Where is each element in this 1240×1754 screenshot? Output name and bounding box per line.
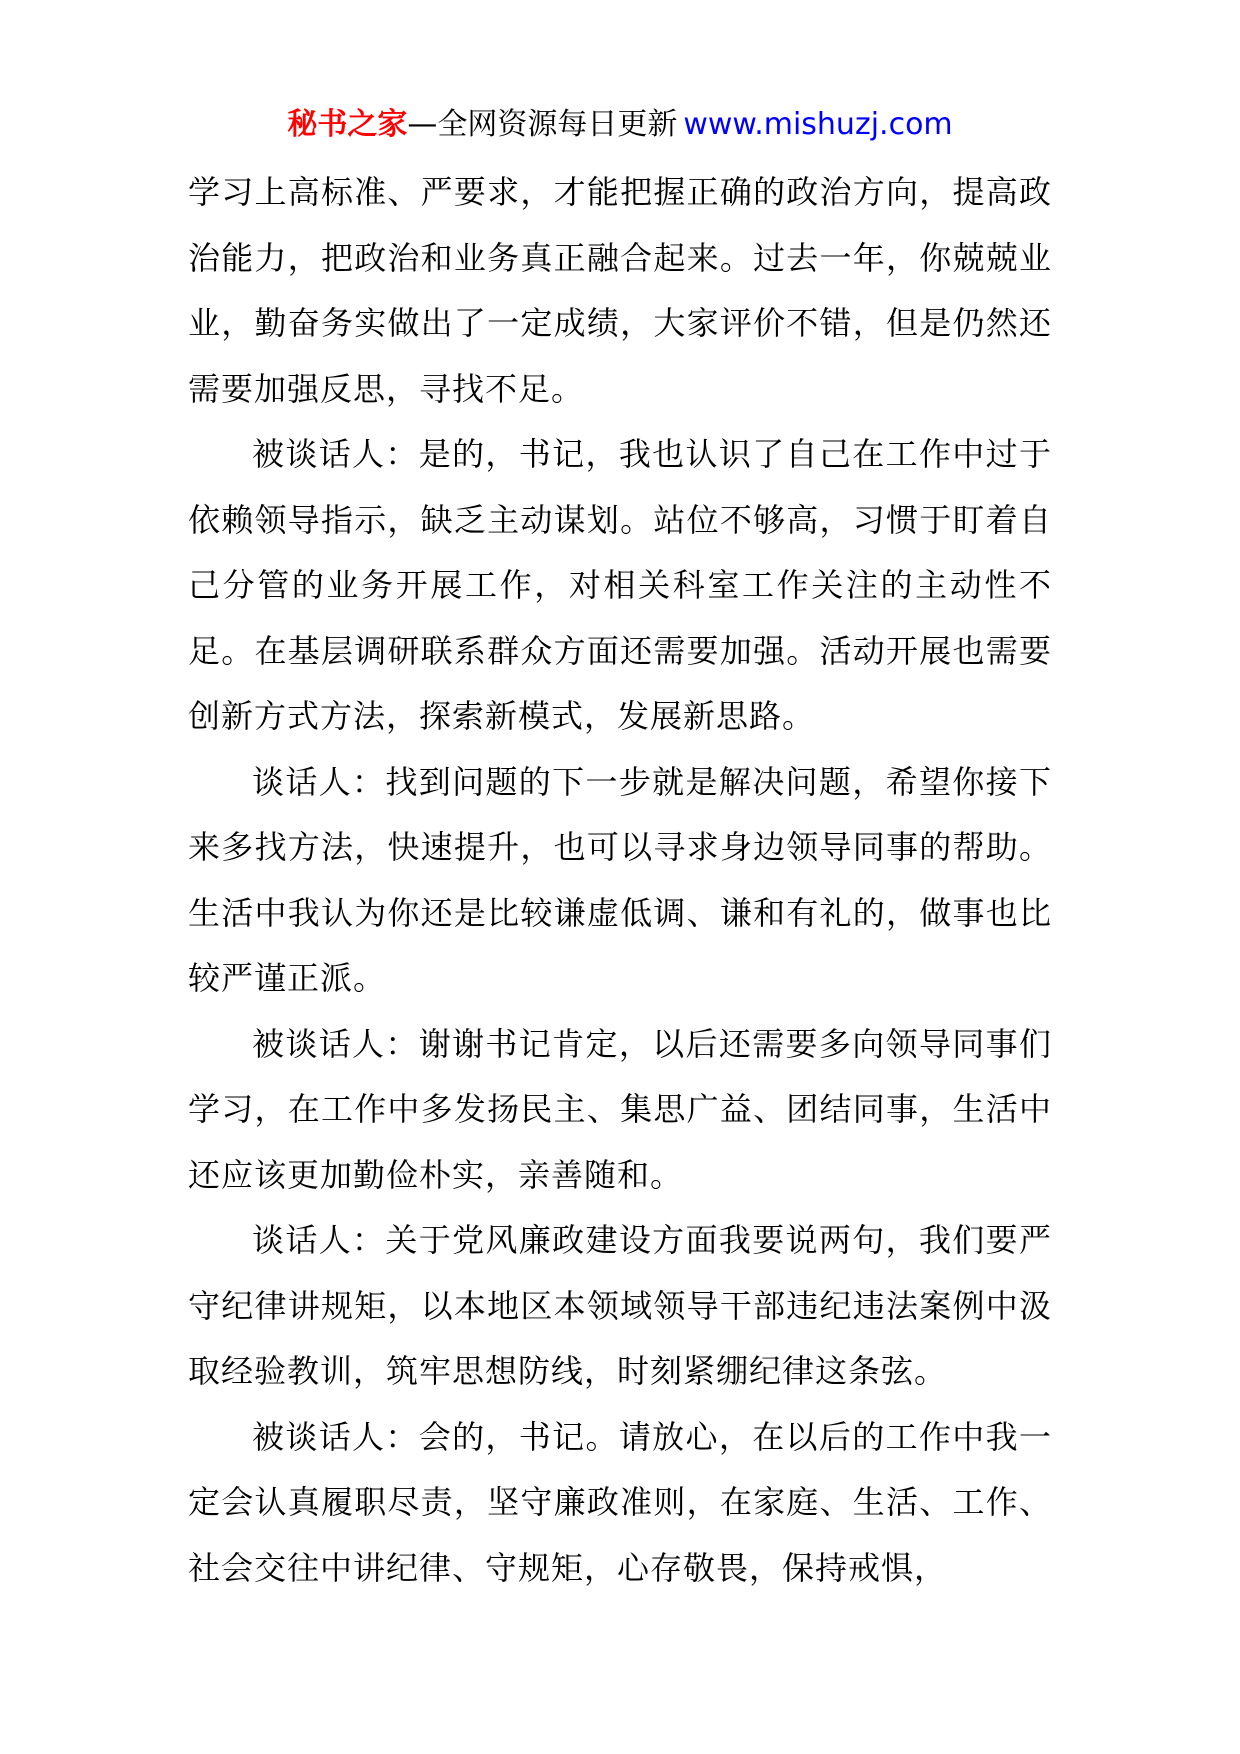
paragraph-interviewee-reply-2: 被谈话人：谢谢书记肯定，以后还需要多向领导同事们学习，在工作中多发扬民主、集思广益、团结同事，生活中还应该更加勤俭朴实，亲善随和。: [188, 1024, 1052, 1194]
document-body: [188, 160, 1052, 1601]
site-url-link[interactable]: www.mishuzj.com: [683, 107, 953, 142]
paragraph-interviewee-reply-1: 被谈话人：是的，书记，我也认识了自己在工作中过于依赖领导指示，缺乏主动谋划。站位不够高，习惯于盯着自己分管的业务开展工作，对相关科室工作关注的主动性不足。在基层调研联系群众方面还需要加强。活动开展也需要创新方式方法，探索新模式，发展新思路。: [188, 435, 1052, 735]
site-header: [0, 103, 1240, 147]
paragraph-interviewee-reply-3: 被谈话人：会的，书记。请放心，在以后的工作中我一定会认真履职尽责，坚守廉政准则，在家庭、生活、工作、社会交往中讲纪律、守规矩，心存敬畏，保持戒惧，: [188, 1417, 1052, 1587]
brand-name: 秘书之家: [287, 107, 408, 142]
paragraph-interviewer-2: 谈话人：关于党风廉政建设方面我要说两句，我们要严守纪律讲规矩，以本地区本领域领导干部违纪违法案例中汲取经验教训，筑牢思想防线，时刻紧绷纪律这条弦。: [188, 1221, 1052, 1390]
header-tagline: —全网资源每日更新: [407, 107, 678, 142]
paragraph-interviewer-1: 谈话人：找到问题的下一步就是解决问题，希望你接下来多找方法，快速提升，也可以寻求身边领导同事的帮助。生活中我认为你还是比较谦虚低调、谦和有礼的，做事也比较严谨正派。: [188, 762, 1052, 997]
paragraph-continuation: 学习上高标准、严要求，才能把握正确的政治方向，提高政治能力，把政治和业务真正融合起来。过去一年，你兢兢业业，勤奋务实做出了一定成绩，大家评价不错，但是仍然还需要加强反思，寻找不足。: [188, 173, 1052, 408]
